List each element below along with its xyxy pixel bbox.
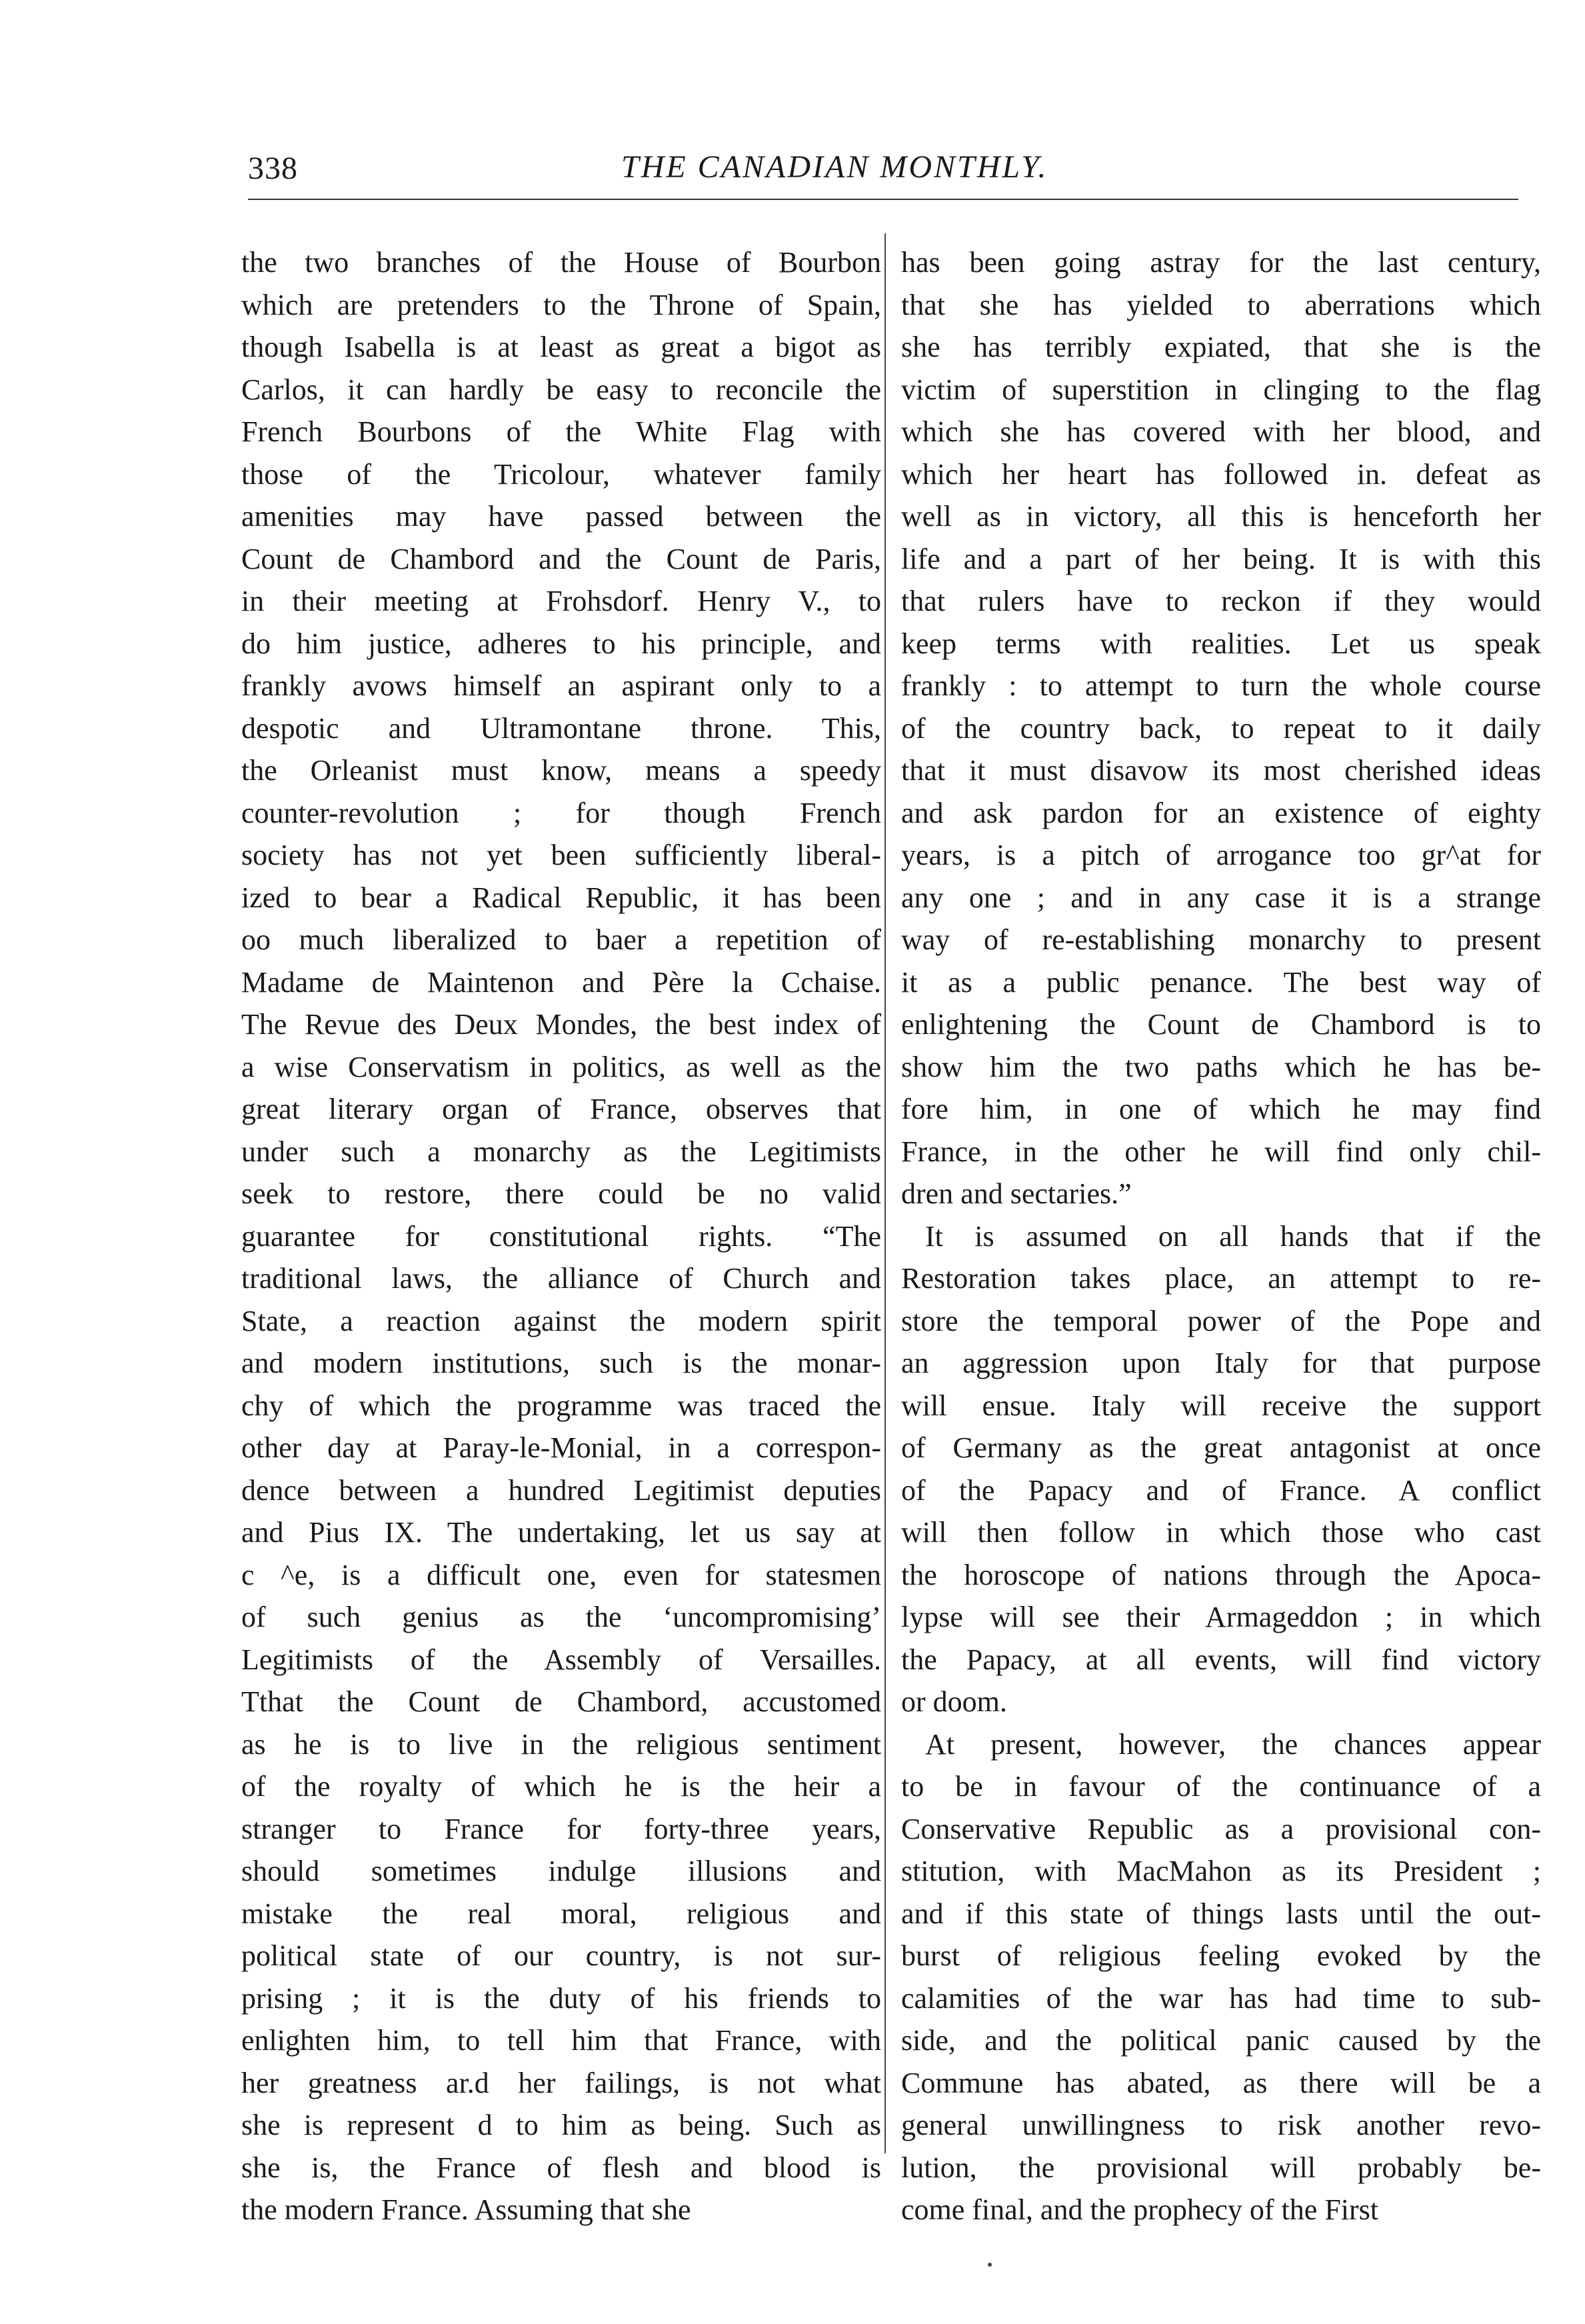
text-line: Conservative Republic as a provisional con-: [901, 1812, 1541, 1845]
text-line: enlightening the Count de Chambord is to: [901, 1008, 1541, 1041]
text-line: keep terms with realities. Let us speak: [901, 627, 1541, 660]
text-line: and if this state of things lasts until the out-: [901, 1897, 1541, 1930]
text-line: or doom.: [901, 1685, 1007, 1718]
text-line: At present, however, the chances appear: [925, 1727, 1541, 1761]
text-line: guarantee for constitutional rights. “The: [241, 1219, 881, 1253]
text-line: her greatness ar.d her failings, is not what: [241, 2066, 881, 2099]
text-line: Carlos, it can hardly be easy to reconcile the: [241, 373, 881, 406]
column-divider: [884, 233, 886, 2153]
text-line: calamities of the war has had time to sub-: [901, 1981, 1541, 2015]
text-line: fore him, in one of which he may find: [901, 1093, 1541, 1125]
text-line: has been going astray for the last century,: [901, 246, 1541, 279]
text-line: State, a reaction against the modern spirit: [241, 1304, 881, 1337]
text-line: that it must disavow its most cherished ideas: [901, 754, 1541, 787]
text-line: of the country back, to repeat to it daily: [901, 711, 1541, 745]
text-line: and ask pardon for an existence of eighty: [901, 796, 1541, 829]
text-line: Commune has abated, as there will be a: [901, 2066, 1541, 2099]
text-line: stranger to France for forty-three years,: [241, 1812, 881, 1845]
text-line: dren and sectaries.”: [901, 1177, 1132, 1210]
text-line: she is represent d to him as being. Such as: [241, 2109, 881, 2141]
text-line: frankly avows himself an aspirant only to a: [241, 669, 881, 702]
left-column: [241, 241, 881, 2226]
text-line: general unwillingness to risk another revo-: [901, 2109, 1541, 2141]
running-title: THE CANADIAN MONTHLY.: [621, 149, 1048, 185]
text-line: c ^e, is a difficult one, even for statesmen: [241, 1558, 881, 1591]
text-line: way of re-establishing monarchy to present: [901, 923, 1541, 956]
text-line: political state of our country, is not sur-: [241, 1939, 881, 1972]
text-line: other day at Paray-le-Monial, in a correspon-: [241, 1431, 881, 1464]
text-line: an aggression upon Italy for that purpose: [901, 1347, 1541, 1379]
text-line: lution, the provisional will probably be-: [901, 2151, 1541, 2184]
text-line: a wise Conservatism in politics, as well as the: [241, 1050, 881, 1083]
footer-dot: [988, 2263, 992, 2267]
text-line: Restoration takes place, an attempt to re-: [901, 1262, 1541, 1295]
text-line: will then follow in which those who cast: [901, 1516, 1541, 1549]
text-line: should sometimes indulge illusions and: [241, 1855, 881, 1887]
text-line: seek to restore, there could be no valid: [241, 1177, 881, 1210]
text-line: in their meeting at Frohsdorf. Henry V., to: [241, 585, 881, 617]
text-line: of the Papacy and of France. A conflict: [901, 1473, 1541, 1507]
text-line: do him justice, adheres to his principle, and: [241, 627, 881, 660]
text-line: Legitimists of the Assembly of Versailles.: [241, 1643, 881, 1676]
text-line: which she has covered with her blood, and: [901, 415, 1541, 448]
text-line: frankly : to attempt to turn the whole course: [901, 669, 1541, 702]
text-line: mistake the real moral, religious and: [241, 1897, 881, 1930]
page-number: 338: [248, 151, 298, 186]
text-line: Count de Chambord and the Count de Paris,: [241, 542, 881, 575]
text-line: to be in favour of the continuance of a: [901, 1770, 1541, 1803]
text-line: the two branches of the House of Bourbon: [241, 246, 881, 279]
text-line: of the royalty of which he is the heir a: [241, 1770, 881, 1803]
text-line: Tthat the Count de Chambord, accustomed: [241, 1685, 881, 1718]
text-line: show him the two paths which he has be-: [901, 1050, 1541, 1083]
text-line: of Germany as the great antagonist at once: [901, 1431, 1541, 1464]
text-line: which her heart has followed in. defeat as: [901, 457, 1541, 491]
text-line: prising ; it is the duty of his friends to: [241, 1981, 881, 2015]
text-line: that rulers have to reckon if they would: [901, 585, 1541, 617]
text-line: dence between a hundred Legitimist deputies: [241, 1473, 881, 1507]
text-line: chy of which the programme was traced the: [241, 1389, 881, 1422]
text-line: great literary organ of France, observes that: [241, 1093, 881, 1125]
text-line: years, is a pitch of arrogance too gr^at for: [901, 839, 1541, 871]
text-line: and modern institutions, such is the monar-: [241, 1347, 881, 1379]
text-line: lypse will see their Armageddon ; in which: [901, 1601, 1541, 1633]
text-line: under such a monarchy as the Legitimists: [241, 1135, 881, 1168]
text-line: despotic and Ultramontane throne. This,: [241, 711, 881, 745]
text-line: The Revue des Deux Mondes, the best index of: [241, 1008, 881, 1041]
running-header: [248, 143, 1520, 197]
text-line: those of the Tricolour, whatever family: [241, 457, 881, 491]
text-line: oo much liberalized to baer a repetition of: [241, 923, 881, 956]
text-line: It is assumed on all hands that if the: [925, 1219, 1541, 1253]
text-line: well as in victory, all this is henceforth her: [901, 500, 1541, 533]
text-line: store the temporal power of the Pope and: [901, 1304, 1541, 1337]
text-line: France, in the other he will find only chil-: [901, 1135, 1541, 1168]
text-line: the Orleanist must know, means a speedy: [241, 754, 881, 787]
text-line: counter-revolution ; for though French: [241, 796, 881, 829]
text-line: will ensue. Italy will receive the support: [901, 1389, 1541, 1422]
text-line: side, and the political panic caused by the: [901, 2024, 1541, 2057]
text-line: stitution, with MacMahon as its President ;: [901, 1855, 1541, 1887]
text-line: victim of superstition in clinging to the flag: [901, 373, 1541, 406]
text-line: and Pius IX. The undertaking, let us say at: [241, 1516, 881, 1549]
text-line: which are pretenders to the Throne of Spain,: [241, 288, 881, 321]
text-line: life and a part of her being. It is with this: [901, 542, 1541, 575]
text-line: that she has yielded to aberrations which: [901, 288, 1541, 321]
text-line: society has not yet been sufficiently liberal-: [241, 839, 881, 871]
header-rule: [248, 199, 1518, 200]
text-line: Madame de Maintenon and Père la Cchaise.: [241, 965, 881, 999]
text-line: it as a public penance. The best way of: [901, 965, 1541, 999]
text-line: come final, and the prophecy of the First: [901, 2193, 1379, 2226]
text-line: the horoscope of nations through the Apoca-: [901, 1558, 1541, 1591]
text-line: the Papacy, at all events, will find victory: [901, 1643, 1541, 1676]
text-line: the modern France. Assuming that she: [241, 2193, 691, 2226]
text-line: as he is to live in the religious sentiment: [241, 1727, 881, 1761]
text-line: enlighten him, to tell him that France, with: [241, 2024, 881, 2057]
text-line: she is, the France of flesh and blood is: [241, 2151, 881, 2184]
text-line: French Bourbons of the White Flag with: [241, 415, 881, 448]
text-line: though Isabella is at least as great a bigot as: [241, 331, 881, 363]
right-column: [901, 241, 1541, 2226]
text-line: traditional laws, the alliance of Church and: [241, 1262, 881, 1295]
text-line: ized to bear a Radical Republic, it has been: [241, 881, 881, 914]
text-line: any one ; and in any case it is a strange: [901, 881, 1541, 914]
text-line: she has terribly expiated, that she is the: [901, 331, 1541, 363]
text-line: of such genius as the ‘uncompromising’: [241, 1601, 881, 1633]
text-line: burst of religious feeling evoked by the: [901, 1939, 1541, 1972]
text-line: amenities may have passed between the: [241, 500, 881, 533]
